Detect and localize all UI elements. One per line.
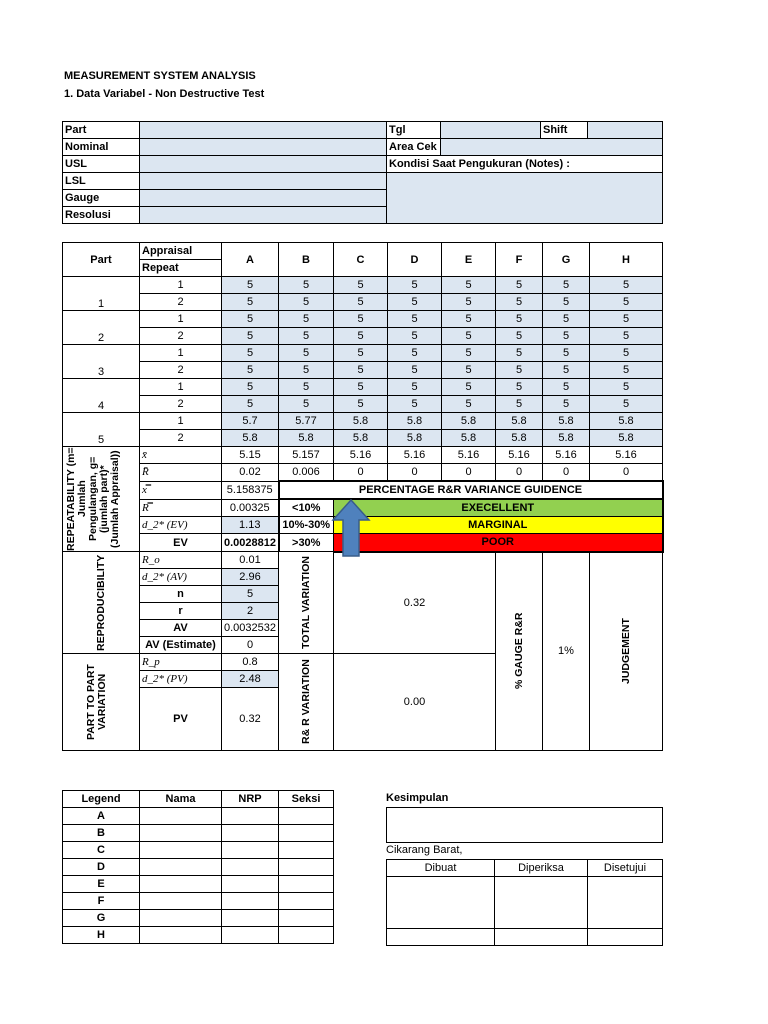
appraiser-column-header: G (543, 243, 590, 277)
legend-input-cell[interactable] (279, 893, 334, 910)
measurement-cell[interactable]: 5 (442, 396, 496, 413)
repeatability-param-label (140, 499, 222, 517)
ev-label: EV (140, 534, 222, 552)
guidance-range: <10% (279, 499, 334, 517)
measurement-cell[interactable]: 5 (279, 328, 334, 345)
xbar-value: 5.16 (543, 447, 590, 464)
measurement-cell[interactable]: 5 (590, 396, 663, 413)
xdbar-label (140, 481, 222, 499)
total-variation-label: TOTAL VARIATION (300, 556, 312, 649)
legend-row-label: F (63, 893, 140, 910)
measurement-cell[interactable]: 5.7 (222, 413, 279, 430)
shift-label: Shift (541, 122, 588, 139)
signature-box-diperiksa[interactable] (495, 877, 588, 929)
legend-input-cell[interactable] (140, 876, 222, 893)
signature-header: Disetujui (588, 860, 663, 877)
measurement-cell[interactable]: 5 (442, 379, 496, 396)
appraiser-column-header: C (334, 243, 388, 277)
signature-name-diperiksa[interactable] (495, 929, 588, 946)
legend-input-cell[interactable] (140, 859, 222, 876)
resolusi-field[interactable] (140, 207, 387, 224)
gauge-rr-value: 1% (543, 552, 590, 751)
param-label: AV (173, 622, 188, 634)
reproducibility-param-label (140, 603, 222, 620)
rbar-value: 0 (543, 464, 590, 482)
appraiser-column-header: F (496, 243, 543, 277)
param-label: r (178, 605, 183, 617)
legend-row-label: B (63, 825, 140, 842)
measurement-cell[interactable]: 5.8 (279, 430, 334, 447)
repeat-header: Repeat (140, 260, 222, 277)
measurement-cell[interactable]: 5 (590, 311, 663, 328)
repeat-number: 2 (140, 362, 222, 379)
measurement-cell[interactable]: 5 (543, 277, 590, 294)
shift-field[interactable] (588, 122, 663, 139)
legend-row-label: A (63, 808, 140, 825)
tgl-field[interactable] (441, 122, 541, 139)
appraiser-column-header: A (222, 243, 279, 277)
reproducibility-param-label (140, 552, 222, 569)
total-variation-value: 0.32 (334, 552, 496, 654)
measurement-cell[interactable]: 5.8 (222, 430, 279, 447)
measurement-cell[interactable]: 5 (334, 379, 388, 396)
rbar-value: 0.02 (222, 464, 279, 482)
part-field[interactable] (140, 122, 387, 139)
rr-variation-value: 0.00 (334, 654, 496, 751)
reproducibility-param-value[interactable]: 2 (222, 603, 279, 620)
measurement-cell[interactable]: 5 (388, 294, 442, 311)
area-cek-field[interactable] (441, 139, 663, 156)
reproducibility-param-label (140, 637, 222, 654)
xdbar-value: 5.158375 (222, 481, 279, 499)
kondisi-label: Kondisi Saat Pengukuran (Notes) : (387, 156, 663, 173)
measurement-cell[interactable]: 5 (334, 277, 388, 294)
reproducibility-param-value: 0 (222, 637, 279, 654)
legend-input-cell[interactable] (279, 842, 334, 859)
legend-input-cell[interactable] (140, 927, 222, 944)
legend-row-label: C (63, 842, 140, 859)
appraiser-column-header: B (279, 243, 334, 277)
measurement-cell[interactable]: 5 (222, 328, 279, 345)
measurement-cell[interactable]: 5 (590, 362, 663, 379)
legend-input-cell[interactable] (222, 842, 279, 859)
measurement-cell[interactable]: 5 (543, 379, 590, 396)
guidance-level: EXECELLENT (334, 499, 663, 517)
repeat-number: 2 (140, 294, 222, 311)
measurement-cell[interactable]: 5 (590, 345, 663, 362)
place-label: Cikarang Barat, (386, 844, 463, 856)
kesimpulan-box[interactable] (386, 807, 663, 843)
legend-input-cell[interactable] (279, 859, 334, 876)
param-symbol: d_2* (EV) (142, 519, 188, 532)
gauge-field[interactable] (140, 190, 387, 207)
rbar-value: 0 (442, 464, 496, 482)
measurement-cell[interactable]: 5 (222, 311, 279, 328)
measurement-cell[interactable]: 5 (496, 294, 543, 311)
measurement-cell[interactable]: 5 (279, 311, 334, 328)
xbar-value: 5.15 (222, 447, 279, 464)
measurement-cell[interactable]: 5 (388, 328, 442, 345)
gauge-rr-side (496, 552, 543, 751)
appraiser-column-header: H (590, 243, 663, 277)
measurement-cell[interactable]: 5 (590, 328, 663, 345)
repeat-number: 1 (140, 413, 222, 430)
measurement-cell[interactable]: 5 (279, 362, 334, 379)
guidance-range: >30% (279, 534, 334, 552)
rp-value: 0.8 (222, 654, 279, 671)
guidance-range: 10%-30% (279, 517, 334, 534)
measurement-cell[interactable]: 5 (334, 396, 388, 413)
measurement-cell[interactable]: 5 (334, 311, 388, 328)
header-label: Resolusi (63, 207, 140, 224)
param-label: n (177, 588, 184, 600)
measurement-cell[interactable]: 5 (388, 396, 442, 413)
measurement-cell[interactable]: 5 (543, 294, 590, 311)
legend-input-cell[interactable] (279, 876, 334, 893)
repeat-number: 1 (140, 311, 222, 328)
measurement-cell[interactable]: 5 (222, 277, 279, 294)
header-table (62, 121, 663, 224)
area-cek-label: Area Cek (387, 139, 441, 156)
header-label: USL (63, 156, 140, 173)
measurement-cell[interactable]: 5 (496, 379, 543, 396)
measurement-cell[interactable]: 5 (543, 328, 590, 345)
up-arrow-icon (331, 498, 371, 558)
measurement-cell[interactable]: 5 (279, 379, 334, 396)
repeat-number: 2 (140, 396, 222, 413)
measurement-cell[interactable]: 5 (222, 396, 279, 413)
legend-table (62, 790, 334, 944)
signature-header: Diperiksa (495, 860, 588, 877)
rbar-value: 0 (496, 464, 543, 482)
rr-variation-label: R& R VARIATION (300, 659, 312, 745)
measurement-cell[interactable]: 5 (222, 345, 279, 362)
page-subtitle: 1. Data Variabel - Non Destructive Test (64, 88, 265, 100)
rbar-value: 0 (590, 464, 663, 482)
measurement-cell[interactable]: 5 (496, 311, 543, 328)
legend-input-cell[interactable] (279, 910, 334, 927)
guidance-level: POOR (334, 534, 663, 552)
measurement-cell[interactable]: 5 (543, 362, 590, 379)
signature-box-disetujui[interactable] (588, 877, 663, 929)
appraisal-header: Appraisal (140, 243, 222, 260)
rp-label (140, 654, 222, 671)
rbar-value: 0.006 (279, 464, 334, 482)
legend-input-cell[interactable] (279, 825, 334, 842)
reproducibility-param-label (140, 569, 222, 586)
reproducibility-label: REPRODUCIBILITY (95, 554, 107, 651)
reproducibility-param-value: 0.01 (222, 552, 279, 569)
measurement-cell[interactable]: 5 (334, 362, 388, 379)
pv-label: PV (140, 688, 222, 751)
total-variation-side (279, 552, 334, 654)
measurement-cell[interactable]: 5 (279, 294, 334, 311)
measurement-cell[interactable]: 5.8 (496, 430, 543, 447)
repeatability-label: REPEATABILITY (m= Jumlah Pengulangan, g= (jumlah part)* (Jumlah Appraisal)) (65, 447, 121, 551)
measurement-cell[interactable]: 5.8 (442, 430, 496, 447)
measurement-cell[interactable]: 5 (388, 379, 442, 396)
signature-box-dibuat[interactable] (387, 877, 495, 929)
part-number: 3 (63, 345, 140, 379)
kesimpulan-label: Kesimpulan (386, 792, 449, 804)
repeat-number: 1 (140, 379, 222, 396)
measurement-cell[interactable]: 5.8 (334, 430, 388, 447)
param-symbol: R_o (142, 554, 160, 566)
part-column-header: Part (63, 243, 140, 277)
measurement-cell[interactable]: 5 (388, 277, 442, 294)
legend-input-cell[interactable] (222, 808, 279, 825)
legend-input-cell[interactable] (222, 859, 279, 876)
rbar-value: 0 (334, 464, 388, 482)
measurement-cell[interactable]: 5 (543, 396, 590, 413)
legend-row-label: H (63, 927, 140, 944)
repeat-number: 2 (140, 430, 222, 447)
header-label: Gauge (63, 190, 140, 207)
repeatability-side-label (63, 447, 140, 552)
signature-table (386, 859, 663, 946)
param-symbol: d_2* (PV) (142, 673, 188, 685)
measurement-cell[interactable]: 5 (388, 311, 442, 328)
part-number: 1 (63, 277, 140, 311)
judgement-label: JUDGEMENT (620, 618, 632, 685)
part-number: 4 (63, 379, 140, 413)
reproducibility-param-value: 0.0032532 (222, 620, 279, 637)
xbar-value: 5.16 (590, 447, 663, 464)
xbar-value: 5.157 (279, 447, 334, 464)
param-symbol: R_p (142, 656, 160, 668)
legend-header: NRP (222, 791, 279, 808)
reproducibility-param-value[interactable]: 5 (222, 586, 279, 603)
xdbar-symbol: x̿ (142, 484, 147, 497)
notes-field[interactable] (387, 173, 663, 224)
repeatability-param-label (140, 517, 222, 534)
rr-variation-side (279, 654, 334, 751)
reproducibility-param-label (140, 586, 222, 603)
measurement-cell[interactable]: 5 (496, 362, 543, 379)
measurement-cell[interactable]: 5 (442, 294, 496, 311)
measurement-cell[interactable]: 5 (334, 328, 388, 345)
measurement-cell[interactable]: 5 (496, 328, 543, 345)
legend-input-cell[interactable] (222, 876, 279, 893)
nominal-field[interactable] (140, 139, 387, 156)
measurement-cell[interactable]: 5 (442, 328, 496, 345)
lsl-field[interactable] (140, 173, 387, 190)
measurement-cell[interactable]: 5 (222, 379, 279, 396)
legend-input-cell[interactable] (140, 893, 222, 910)
gauge-rr-label: % GAUGE R&R (513, 613, 525, 690)
signature-name-dibuat[interactable] (387, 929, 495, 946)
header-label: Nominal (63, 139, 140, 156)
measurement-cell[interactable]: 5.8 (334, 413, 388, 430)
repeat-number: 2 (140, 328, 222, 345)
measurement-cell[interactable]: 5 (543, 311, 590, 328)
xbar-value: 5.16 (334, 447, 388, 464)
part-number: 2 (63, 311, 140, 345)
guidance-level: MARGINAL (334, 517, 663, 534)
page-title: MEASUREMENT SYSTEM ANALYSIS (64, 70, 256, 82)
signature-header: Dibuat (387, 860, 495, 877)
d2-pv-label (140, 671, 222, 688)
measurement-cell[interactable]: 5 (543, 345, 590, 362)
measurement-cell[interactable]: 5 (442, 311, 496, 328)
tgl-label: Tgl (387, 122, 441, 139)
measurement-cell[interactable]: 5 (388, 345, 442, 362)
param-label: AV (Estimate) (145, 639, 216, 651)
measurement-cell[interactable]: 5 (496, 277, 543, 294)
measurement-cell[interactable]: 5 (496, 396, 543, 413)
legend-header: Seksi (279, 791, 334, 808)
appraiser-column-header: D (388, 243, 442, 277)
measurement-cell[interactable]: 5.8 (496, 413, 543, 430)
measurement-table (62, 242, 663, 751)
rbar-label (140, 464, 222, 482)
measurement-cell[interactable]: 5.8 (543, 430, 590, 447)
repeat-number: 1 (140, 277, 222, 294)
measurement-cell[interactable]: 5 (442, 362, 496, 379)
measurement-cell[interactable]: 5 (279, 396, 334, 413)
measurement-cell[interactable]: 5.8 (442, 413, 496, 430)
appraiser-column-header: E (442, 243, 496, 277)
measurement-cell[interactable]: 5.8 (388, 413, 442, 430)
legend-header: Legend (63, 791, 140, 808)
measurement-cell[interactable]: 5 (334, 345, 388, 362)
legend-input-cell[interactable] (279, 808, 334, 825)
legend-input-cell[interactable] (222, 825, 279, 842)
legend-input-cell[interactable] (140, 842, 222, 859)
measurement-cell[interactable]: 5 (590, 294, 663, 311)
xbar-value: 5.16 (388, 447, 442, 464)
header-label: LSL (63, 173, 140, 190)
measurement-cell[interactable]: 5 (442, 345, 496, 362)
ptp-label: PART TO PART VARIATION (85, 664, 108, 740)
param-symbol: R̿ (142, 502, 149, 515)
judgement-side (590, 552, 663, 751)
measurement-cell[interactable]: 5 (496, 345, 543, 362)
legend-input-cell[interactable] (222, 910, 279, 927)
xbar-symbol: x̄ (142, 449, 147, 462)
reproducibility-param-label (140, 620, 222, 637)
measurement-cell[interactable]: 5 (590, 379, 663, 396)
legend-row-label: G (63, 910, 140, 927)
repeatability-param-value[interactable]: 1.13 (222, 517, 279, 534)
measurement-cell[interactable]: 5 (334, 294, 388, 311)
measurement-cell[interactable]: 5 (388, 362, 442, 379)
xbar-label (140, 447, 222, 464)
pv-value: 0.32 (222, 688, 279, 751)
measurement-cell[interactable]: 5.8 (388, 430, 442, 447)
measurement-cell[interactable]: 5 (222, 294, 279, 311)
signature-name-disetujui[interactable] (588, 929, 663, 946)
repeat-number: 1 (140, 345, 222, 362)
legend-input-cell[interactable] (140, 910, 222, 927)
legend-input-cell[interactable] (222, 927, 279, 944)
reproducibility-side (63, 552, 140, 654)
ptp-side (63, 654, 140, 751)
measurement-cell[interactable]: 5 (279, 277, 334, 294)
d2-pv-value[interactable]: 2.48 (222, 671, 279, 688)
measurement-cell[interactable]: 5 (590, 277, 663, 294)
rbar-symbol: R̄ (142, 466, 149, 479)
legend-row-label: E (63, 876, 140, 893)
xbar-value: 5.16 (496, 447, 543, 464)
reproducibility-param-value[interactable]: 2.96 (222, 569, 279, 586)
legend-input-cell[interactable] (279, 927, 334, 944)
legend-input-cell[interactable] (222, 893, 279, 910)
measurement-cell[interactable]: 5 (442, 277, 496, 294)
legend-input-cell[interactable] (140, 825, 222, 842)
measurement-cell[interactable]: 5.8 (543, 413, 590, 430)
measurement-cell[interactable]: 5 (279, 345, 334, 362)
measurement-cell[interactable]: 5 (222, 362, 279, 379)
usl-field[interactable] (140, 156, 387, 173)
guidance-title: PERCENTAGE R&R VARIANCE GUIDENCE (279, 481, 663, 499)
legend-row-label: D (63, 859, 140, 876)
rbar-value: 0 (388, 464, 442, 482)
param-symbol: d_2* (AV) (142, 571, 187, 583)
header-label: Part (63, 122, 140, 139)
repeatability-param-value: 0.0028812 (222, 534, 279, 552)
repeatability-param-value: 0.00325 (222, 499, 279, 517)
legend-header: Nama (140, 791, 222, 808)
measurement-cell[interactable]: 5.8 (590, 430, 663, 447)
measurement-cell[interactable]: 5.77 (279, 413, 334, 430)
xbar-value: 5.16 (442, 447, 496, 464)
measurement-cell[interactable]: 5.8 (590, 413, 663, 430)
legend-input-cell[interactable] (140, 808, 222, 825)
part-number: 5 (63, 413, 140, 447)
